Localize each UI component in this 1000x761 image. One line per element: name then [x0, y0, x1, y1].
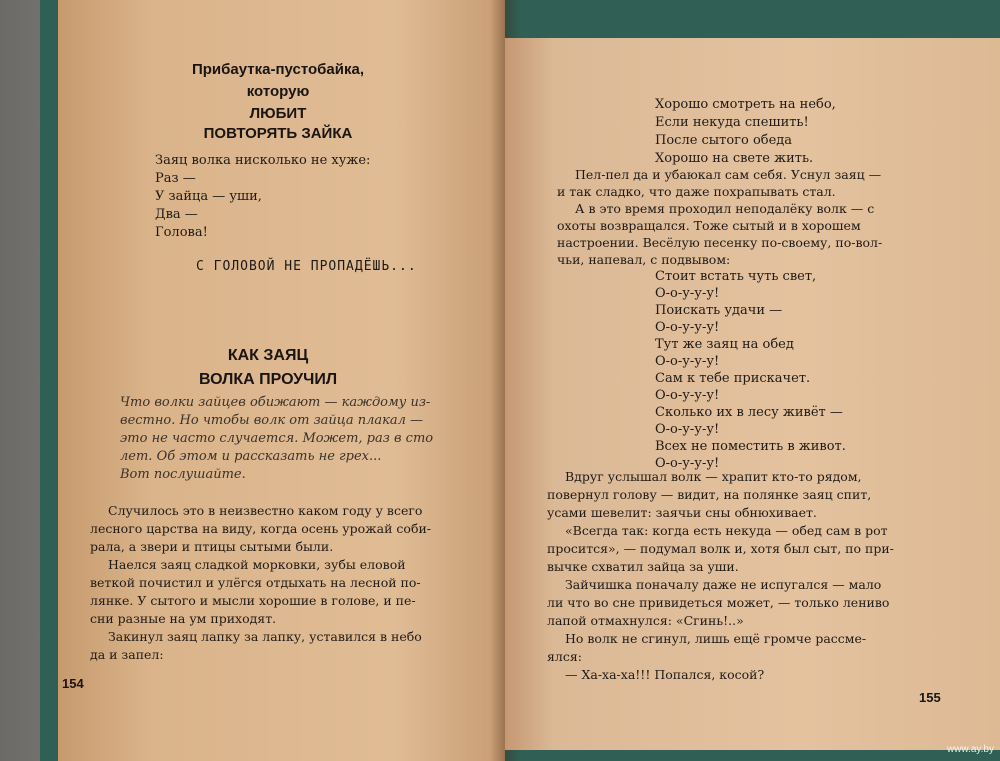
para2-line: просится», — подумал волк и, хотя был сыт, по при-: [547, 541, 894, 556]
rhyme-line: Заяц волка нисколько не хуже:: [155, 153, 371, 168]
song2-line: Сам к тебе прискачет.: [655, 371, 811, 386]
body-line: сни разные на ум приходят.: [90, 611, 277, 626]
intro-line: Вот послушайте.: [120, 467, 246, 482]
title2-line1: КАК ЗАЯЦ: [227, 347, 309, 364]
para2-line: Зайчишка поначалу даже не испугался — мало: [565, 577, 882, 592]
intro-line: это не часто случается. Может, раз в сто: [120, 431, 434, 446]
song2-line: О-о-у-у-у!: [655, 388, 720, 403]
para2-line: усами шевелит: заячьи сны обнюхивает.: [547, 505, 817, 520]
body-line: Наелся заяц сладкой морковки, зубы еловой: [108, 557, 406, 572]
para2-line: лапой отмахнулся: «Сгинь!..»: [547, 613, 744, 628]
song2-line: О-о-у-у-у!: [655, 422, 720, 437]
tagline: С ГОЛОВОЙ НЕ ПРОПАДЁШЬ...: [196, 259, 417, 274]
song1-line: После сытого обеда: [655, 133, 793, 148]
song2-line: Всех не поместить в живот.: [655, 439, 846, 454]
para2-line: Но волк не сгинул, лишь ещё громче рассме-: [565, 631, 867, 646]
body-line: веткой почистил и улёгся отдыхать на лесной по-: [90, 575, 421, 590]
body-line: Закинул заяц лапку за лапку, уставился в небо: [108, 629, 422, 644]
intro-line: вестно. Но чтобы волк от зайца плакал —: [120, 413, 424, 428]
right-page: [505, 38, 1000, 750]
rhyme-line: Раз —: [155, 171, 196, 186]
song2-line: О-о-у-у-у!: [655, 354, 720, 369]
para1-line: настроении. Весёлую песенку по-своему, по-вол-: [557, 235, 883, 250]
body-line: да и запел:: [90, 647, 164, 662]
song2-line: О-о-у-у-у!: [655, 286, 720, 301]
para2-line: вычке схватил зайца за уши.: [547, 559, 739, 574]
para1-line: и так сладко, что даже похрапывать стал.: [557, 184, 836, 199]
para1-line: А в это время проходил неподалёку волк — с: [575, 201, 875, 216]
song2-line: О-о-у-у-у!: [655, 456, 720, 471]
body-line: рала, а звери и птицы сытыми были.: [90, 539, 334, 554]
song2-line: Стоит встать чуть свет,: [655, 269, 817, 284]
body-line: лянке. У сытого и мысли хорошие в голове, и пе-: [90, 593, 416, 608]
page-number-left: 154: [62, 676, 84, 691]
para2-line: «Всегда так: когда есть некуда — обед сам в рот: [565, 523, 888, 538]
rhyme-line: У зайца — уши,: [155, 189, 262, 204]
body-line: Случилось это в неизвестно каком году у всего: [108, 503, 423, 518]
song2-line: О-о-у-у-у!: [655, 320, 720, 335]
song2-line: Тут же заяц на обед: [655, 337, 794, 352]
song1-line: Если некуда спешить!: [655, 115, 809, 130]
para2-line: ли что во сне привидеться может, — только лениво: [547, 595, 890, 610]
para2-line: ялся:: [547, 649, 582, 664]
rhyme-line: Два —: [155, 207, 198, 222]
page-number-right: 155: [919, 690, 941, 705]
para1-line: Пел-пел да и убаюкал сам себя. Уснул заяц —: [575, 167, 882, 182]
title2-line2: ВОЛКА ПРОУЧИЛ: [198, 371, 338, 388]
rhyme-line: Голова!: [155, 225, 208, 240]
watermark: www.ay.by: [946, 744, 994, 755]
song2-line: Поискать удачи —: [655, 303, 783, 318]
song2-line: Сколько их в лесу живёт —: [655, 405, 843, 420]
song1-line: Хорошо смотреть на небо,: [655, 97, 836, 112]
title1-line3: ЛЮБИТ: [249, 105, 307, 122]
para1-line: чьи, напевал, с подвывом:: [557, 252, 731, 267]
intro-line: лет. Об этом и рассказать не грех...: [120, 449, 382, 464]
para1-line: охоты возвращался. Тоже сытый и в хорошем: [557, 218, 861, 233]
para2-line: Вдруг услышал волк — храпит кто-то рядом,: [565, 469, 862, 484]
title1-line1: Прибаутка-пустобайка,: [191, 61, 365, 78]
left-page: [58, 0, 505, 761]
para2-line: повернул голову — видит, на полянке заяц спит,: [547, 487, 872, 502]
para2-line: — Ха-ха-ха!!! Попался, косой?: [565, 667, 765, 682]
title1-line2: которую: [246, 83, 310, 100]
intro-line: Что волки зайцев обижают — каждому из-: [120, 395, 431, 410]
song1-line: Хорошо на свете жить.: [655, 151, 814, 166]
body-line: лесного царства на виду, когда осень урожай соби-: [90, 521, 432, 536]
title1-line4: ПОВТОРЯТЬ ЗАЙКА: [203, 125, 353, 142]
